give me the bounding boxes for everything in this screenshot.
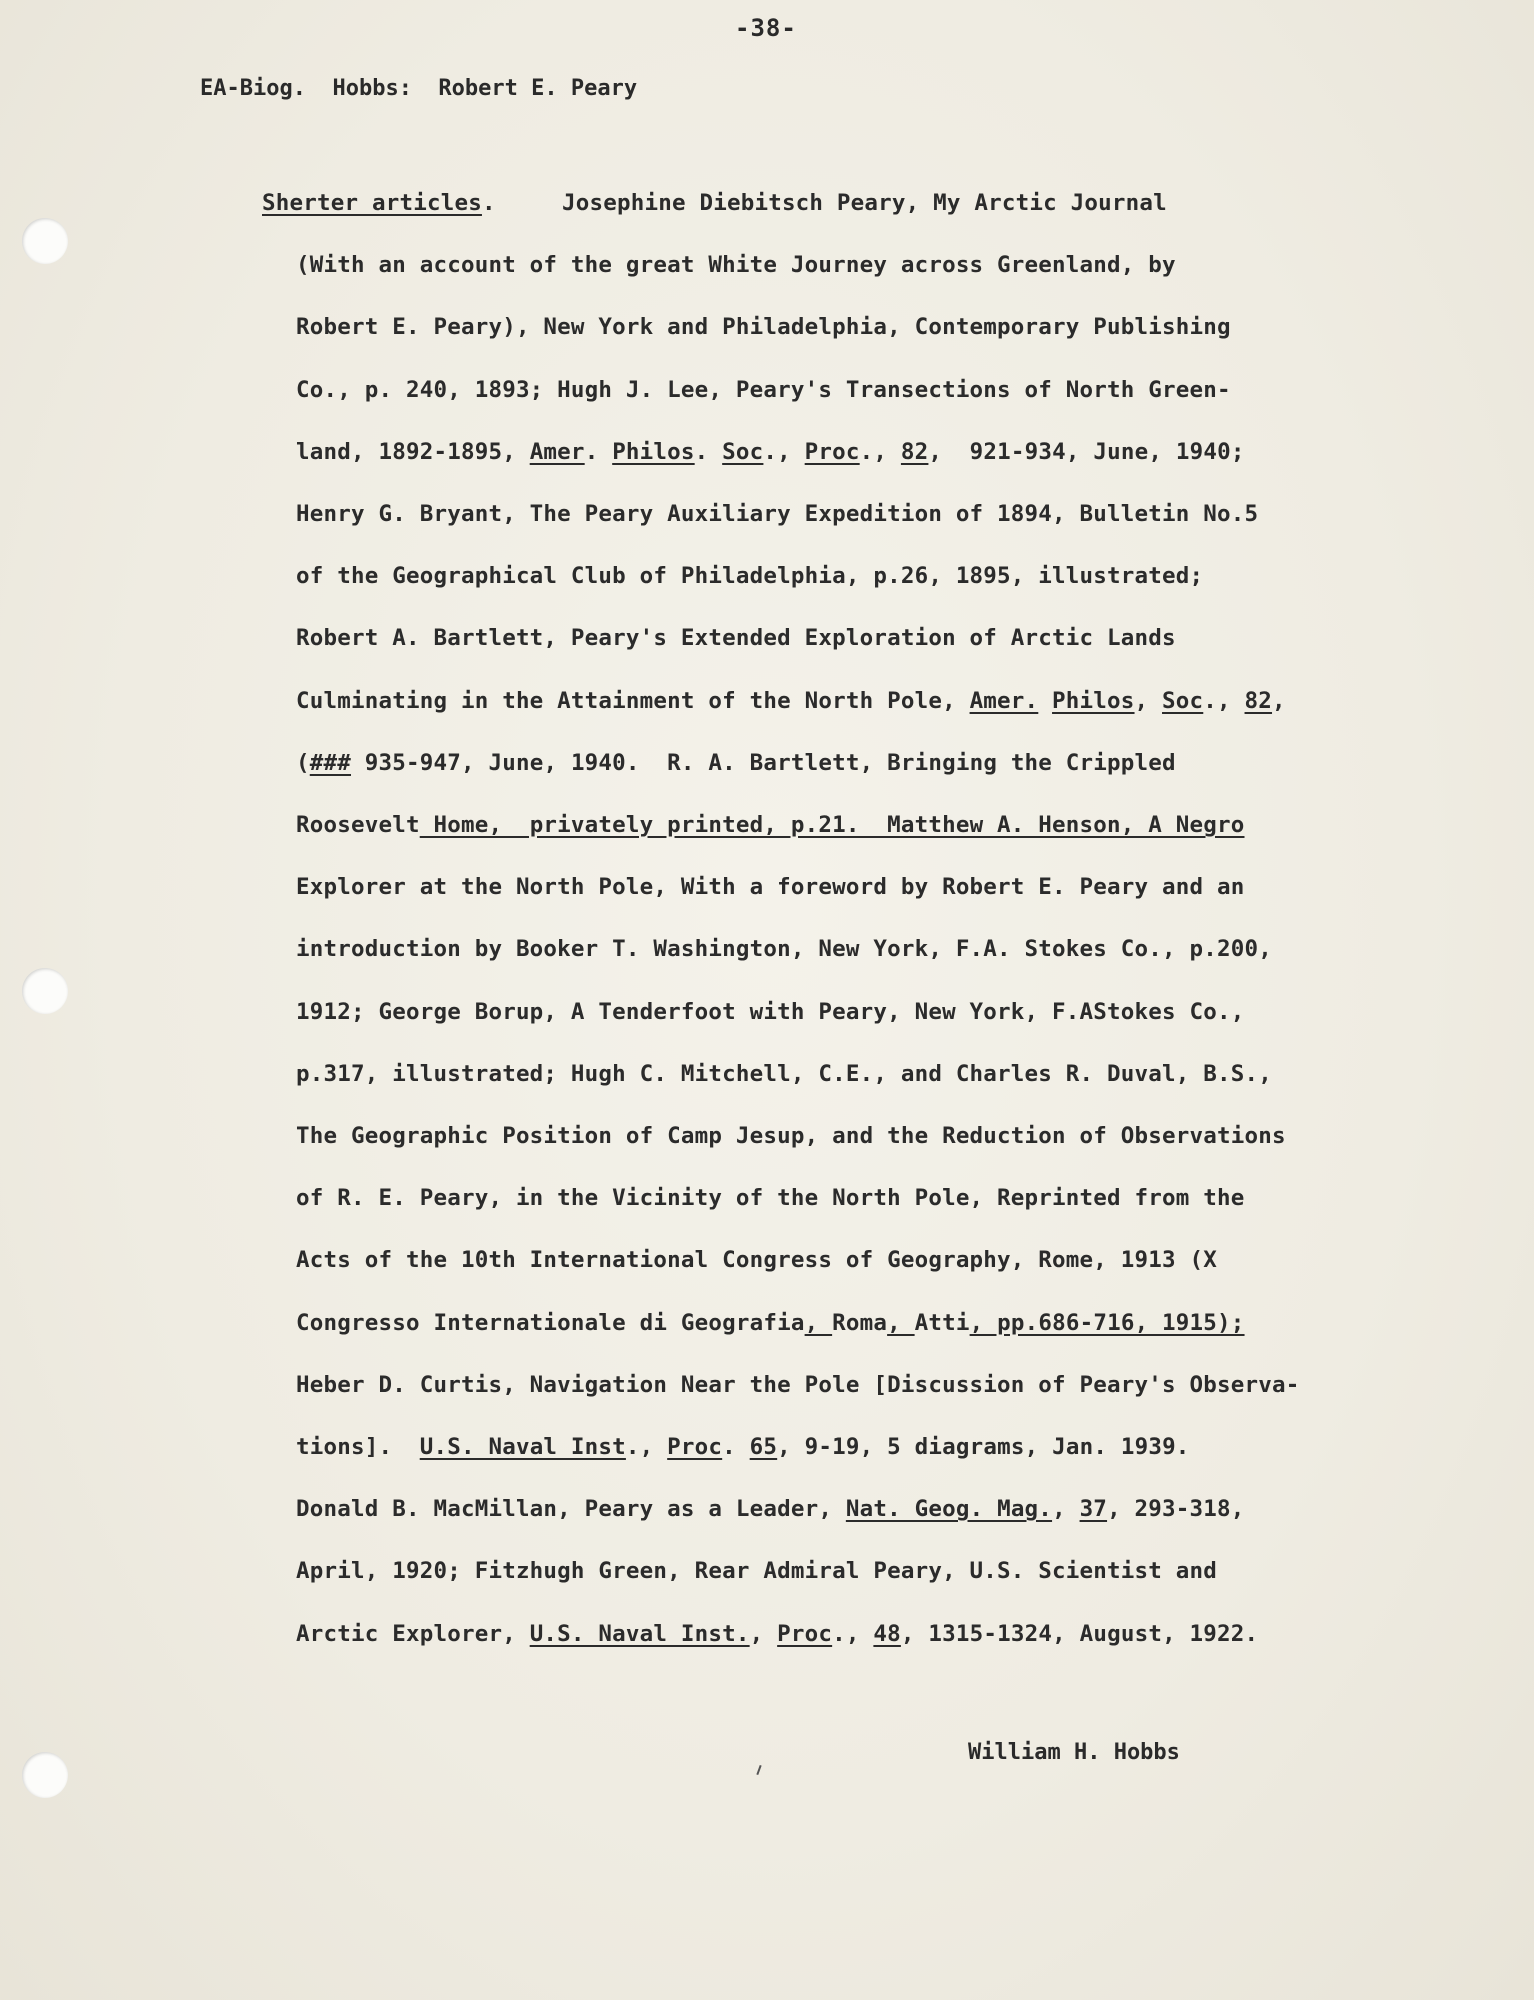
text-segment: , 9-19, 5 diagrams, Jan. 1939. — [777, 1434, 1190, 1460]
underlined-text: 65 — [749, 1434, 778, 1460]
text-line — [296, 439, 1245, 465]
text-segment: Atti — [914, 1310, 970, 1336]
text-segment: Josephine Diebitsch Peary, My Arctic Journal — [562, 190, 1167, 216]
text-segment: , 293-318, — [1107, 1496, 1245, 1522]
text-segment: Robert A. Bartlett, Peary's Extended Exploration of Arctic Lands — [296, 625, 1176, 651]
text-line — [296, 1434, 1190, 1460]
text-segment: , 921-934, June, 1940; — [928, 439, 1245, 465]
underlined-text: U.S. Naval Inst. — [529, 1621, 750, 1647]
text-line — [296, 688, 1286, 714]
underlined-text: Soc — [1162, 688, 1204, 714]
text-line — [296, 1558, 1217, 1584]
text-segment: April, 1920; Fitzhugh Green, Rear Admiral Peary, U.S. Scientist and — [296, 1558, 1217, 1584]
text-line — [296, 377, 1231, 403]
text-line — [296, 252, 1176, 278]
underlined-text: Philos — [1052, 688, 1135, 714]
text-segment: Co., p. 240, 1893; Hugh J. Lee, Peary's Transections of North Green- — [296, 377, 1231, 403]
text-segment: (With an account of the great White Journey across Greenland, by — [296, 252, 1176, 278]
text-segment: , 1315-1324, August, 1922. — [900, 1621, 1259, 1647]
text-line — [296, 501, 1258, 527]
text-line — [296, 1496, 1245, 1522]
text-segment: , — [749, 1621, 778, 1647]
text-line — [296, 750, 1176, 776]
text-segment: ., — [763, 439, 805, 465]
text-segment: 935-947, June, 1940. R. A. Bartlett, Bringing the Crippled — [351, 750, 1176, 776]
signature: William H. Hobbs — [968, 1740, 1180, 1765]
text-segment: , — [1052, 1496, 1080, 1522]
text-line — [562, 190, 1167, 216]
text-segment: , — [1134, 688, 1163, 714]
underlined-text: Philos — [612, 439, 695, 465]
underlined-text: Proc — [667, 1434, 723, 1460]
text-line — [296, 936, 1272, 962]
underlined-text: 82 — [900, 439, 929, 465]
text-segment: of the Geographical Club of Philadelphia, p.26, 1895, illustrated; — [296, 563, 1204, 589]
text-line — [296, 1310, 1245, 1336]
section-title: Sherter articles. — [262, 190, 496, 216]
text-line — [296, 625, 1176, 651]
text-line — [296, 1185, 1244, 1211]
text-line — [296, 1061, 1272, 1087]
punch-hole — [22, 1752, 68, 1798]
header-author-subject: Hobbs: Robert E. Peary — [332, 76, 638, 101]
underlined-text: Amer. — [969, 688, 1039, 714]
text-segment: ., — [859, 439, 901, 465]
punch-hole — [22, 218, 68, 264]
text-line — [296, 314, 1231, 340]
underlined-text: Proc — [777, 1621, 833, 1647]
text-segment: Explorer at the North Pole, With a foreword by Robert E. Peary and an — [296, 874, 1245, 900]
underlined-text: Home, privately printed, p.21. Matthew A. Henson, A Negro — [419, 812, 1245, 838]
text-segment: Roosevelt — [296, 812, 420, 838]
stray-pen-mark — [756, 1765, 761, 1775]
underlined-text: 82 — [1244, 688, 1273, 714]
section-title-text: Sherter articles — [262, 190, 482, 216]
text-segment — [1038, 688, 1052, 714]
text-segment: . — [722, 1434, 750, 1460]
text-line — [296, 1621, 1258, 1647]
text-segment: ., — [1203, 688, 1245, 714]
underlined-text: 48 — [873, 1621, 901, 1647]
underlined-text: Soc — [722, 439, 764, 465]
underlined-text: , — [887, 1310, 915, 1336]
text-segment: of R. E. Peary, in the Vicinity of the North Pole, Reprinted from the — [296, 1185, 1245, 1211]
underlined-text: 37 — [1079, 1496, 1108, 1522]
text-segment: . — [694, 439, 723, 465]
underlined-text: , pp.686-716, 1915); — [969, 1310, 1245, 1336]
text-segment: Congresso Internationale di Geografia — [296, 1310, 805, 1336]
punch-hole — [22, 968, 68, 1014]
text-segment: Heber D. Curtis, Navigation Near the Pole [Discussion of Peary's Observa- — [296, 1372, 1300, 1398]
text-segment: 1912; George Borup, A Tenderfoot with Peary, New York, F.AStokes Co., — [296, 999, 1245, 1025]
text-segment: Roma — [832, 1310, 888, 1336]
text-line — [296, 1247, 1217, 1273]
underlined-text: , — [804, 1310, 833, 1336]
page-number: -38- — [735, 14, 797, 42]
text-line — [296, 812, 1245, 838]
text-segment: Culminating in the Attainment of the North Pole, — [296, 688, 970, 714]
text-line — [296, 874, 1244, 900]
text-segment: ( — [296, 750, 310, 776]
underlined-text: U.S. Naval Inst — [419, 1434, 626, 1460]
text-segment: introduction by Booker T. Washington, New York, F.A. Stokes Co., p.200, — [296, 936, 1272, 962]
header-line — [200, 76, 637, 101]
text-segment: Donald B. MacMillan, Peary as a Leader, — [296, 1496, 846, 1522]
text-line — [296, 563, 1203, 589]
header-category: EA-Biog. — [200, 76, 306, 101]
text-segment: p.317, illustrated; Hugh C. Mitchell, C.E., and Charles R. Duval, B.S., — [296, 1061, 1272, 1087]
text-segment: land, 1892-1895, — [296, 439, 530, 465]
text-segment: ., — [625, 1434, 668, 1460]
underlined-text: Proc — [804, 439, 860, 465]
text-segment: Acts of the 10th International Congress of Geography, Rome, 1913 (X — [296, 1247, 1217, 1273]
text-segment: ., — [832, 1621, 874, 1647]
text-line — [296, 999, 1244, 1025]
text-segment: . — [584, 439, 613, 465]
text-segment: , — [1272, 688, 1286, 714]
text-segment: tions]. — [296, 1434, 420, 1460]
text-line — [296, 1372, 1299, 1398]
text-segment: Arctic Explorer, — [296, 1621, 530, 1647]
text-segment: Henry G. Bryant, The Peary Auxiliary Expedition of 1894, Bulletin No.5 — [296, 501, 1259, 527]
underlined-text: Amer — [529, 439, 585, 465]
underlined-text: ### — [309, 750, 351, 776]
text-segment: Robert E. Peary), New York and Philadelphia, Contemporary Publishing — [296, 314, 1231, 340]
text-line — [296, 1123, 1286, 1149]
text-segment: The Geographic Position of Camp Jesup, and the Reduction of Observations — [296, 1123, 1286, 1149]
underlined-text: Nat. Geog. Mag. — [845, 1496, 1053, 1522]
